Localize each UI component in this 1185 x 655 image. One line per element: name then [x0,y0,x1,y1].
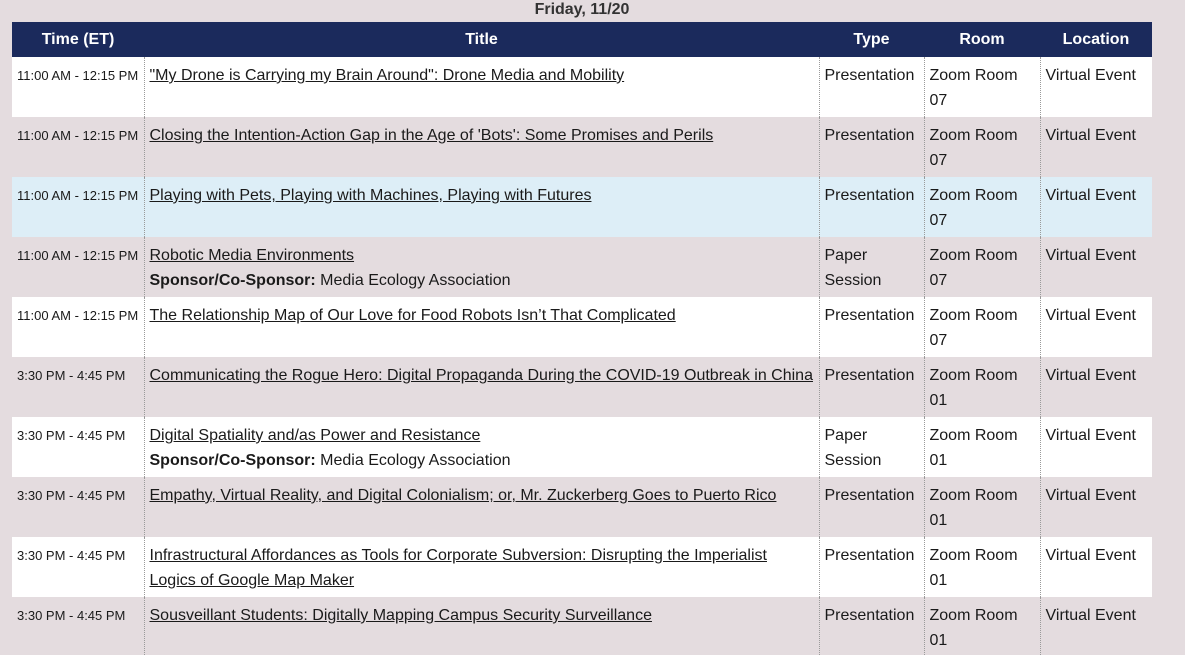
room-cell: Zoom Room 07 [924,57,1040,117]
type-cell: Presentation [819,537,924,597]
location-cell: Virtual Event [1040,357,1152,417]
location-cell: Virtual Event [1040,417,1152,477]
room-cell: Zoom Room 01 [924,417,1040,477]
table-row [12,117,1152,177]
table-row [12,297,1152,357]
type-cell: Presentation [819,177,924,237]
session-title-link[interactable]: Playing with Pets, Playing with Machines, Playing with Futures [149,187,592,204]
column-header-time[interactable]: Time (ET) [12,22,144,57]
time-cell: 11:00 AM - 12:15 PM [12,117,144,177]
type-cell: Paper Session [819,417,924,477]
type-cell: Presentation [819,57,924,117]
title-cell [144,357,819,417]
column-header-room[interactable]: Room [924,22,1040,57]
session-title-link[interactable]: Closing the Intention-Action Gap in the Age of 'Bots': Some Promises and Perils [149,127,714,144]
sponsor-name: Media Ecology Association [320,452,511,469]
time-cell: 11:00 AM - 12:15 PM [12,177,144,237]
schedule-body [12,57,1152,655]
type-cell: Presentation [819,477,924,537]
room-cell: Zoom Room 07 [924,117,1040,177]
sponsor-label: Sponsor/Co-Sponsor: [149,452,316,469]
time-cell: 3:30 PM - 4:45 PM [12,537,144,597]
schedule-table [12,22,1152,655]
session-title-link[interactable]: Empathy, Virtual Reality, and Digital Colonialism; or, Mr. Zuckerberg Goes to Puerto Rico [149,487,777,504]
type-cell: Presentation [819,297,924,357]
time-cell: 11:00 AM - 12:15 PM [12,237,144,297]
title-cell [144,537,819,597]
type-cell: Paper Session [819,237,924,297]
title-cell [144,417,819,477]
title-cell [144,237,819,297]
sponsor-name: Media Ecology Association [320,272,511,289]
location-cell: Virtual Event [1040,237,1152,297]
session-title-link[interactable]: Sousveillant Students: Digitally Mapping Campus Security Surveillance [149,607,652,624]
time-cell: 3:30 PM - 4:45 PM [12,477,144,537]
location-cell: Virtual Event [1040,297,1152,357]
room-cell: Zoom Room 01 [924,357,1040,417]
room-cell: Zoom Room 07 [924,297,1040,357]
session-title-link[interactable]: "My Drone is Carrying my Brain Around": Drone Media and Mobility [149,67,625,84]
room-cell: Zoom Room 07 [924,177,1040,237]
time-cell: 11:00 AM - 12:15 PM [12,57,144,117]
title-cell [144,597,819,655]
room-cell: Zoom Room 01 [924,597,1040,655]
session-title-link[interactable]: Infrastructural Affordances as Tools for Corporate Subversion: Disrupting the Imperialist Logics of Google Map Maker [149,547,767,589]
session-title-link[interactable]: The Relationship Map of Our Love for Food Robots Isn’t That Complicated [149,307,676,324]
location-cell: Virtual Event [1040,117,1152,177]
title-cell [144,297,819,357]
table-row [12,357,1152,417]
location-cell: Virtual Event [1040,177,1152,237]
location-cell: Virtual Event [1040,477,1152,537]
location-cell: Virtual Event [1040,597,1152,655]
column-header-location[interactable]: Location [1040,22,1152,57]
column-header-type[interactable]: Type [819,22,924,57]
time-cell: 3:30 PM - 4:45 PM [12,417,144,477]
table-row-hovered [12,177,1152,237]
table-row [12,597,1152,655]
room-cell: Zoom Room 01 [924,477,1040,537]
room-cell: Zoom Room 07 [924,237,1040,297]
title-cell [144,57,819,117]
room-cell: Zoom Room 01 [924,537,1040,597]
table-header-row [12,22,1152,57]
type-cell: Presentation [819,597,924,655]
time-cell: 3:30 PM - 4:45 PM [12,597,144,655]
type-cell: Presentation [819,357,924,417]
time-cell: 3:30 PM - 4:45 PM [12,357,144,417]
title-cell [144,117,819,177]
time-cell: 11:00 AM - 12:15 PM [12,297,144,357]
table-row [12,477,1152,537]
title-cell [144,477,819,537]
column-header-title[interactable]: Title [144,22,819,57]
type-cell: Presentation [819,117,924,177]
session-title-link[interactable]: Robotic Media Environments [149,247,355,264]
session-title-link[interactable]: Communicating the Rogue Hero: Digital Propaganda During the COVID-19 Outbreak in China [149,367,813,384]
table-row [12,237,1152,297]
session-title-link[interactable]: Digital Spatiality and/as Power and Resistance [149,427,481,444]
title-cell [144,177,819,237]
sponsor-label: Sponsor/Co-Sponsor: [149,272,316,289]
location-cell: Virtual Event [1040,57,1152,117]
table-row [12,57,1152,117]
location-cell: Virtual Event [1040,537,1152,597]
day-heading: Friday, 11/20 [534,1,630,18]
table-row [12,417,1152,477]
table-row [12,537,1152,597]
